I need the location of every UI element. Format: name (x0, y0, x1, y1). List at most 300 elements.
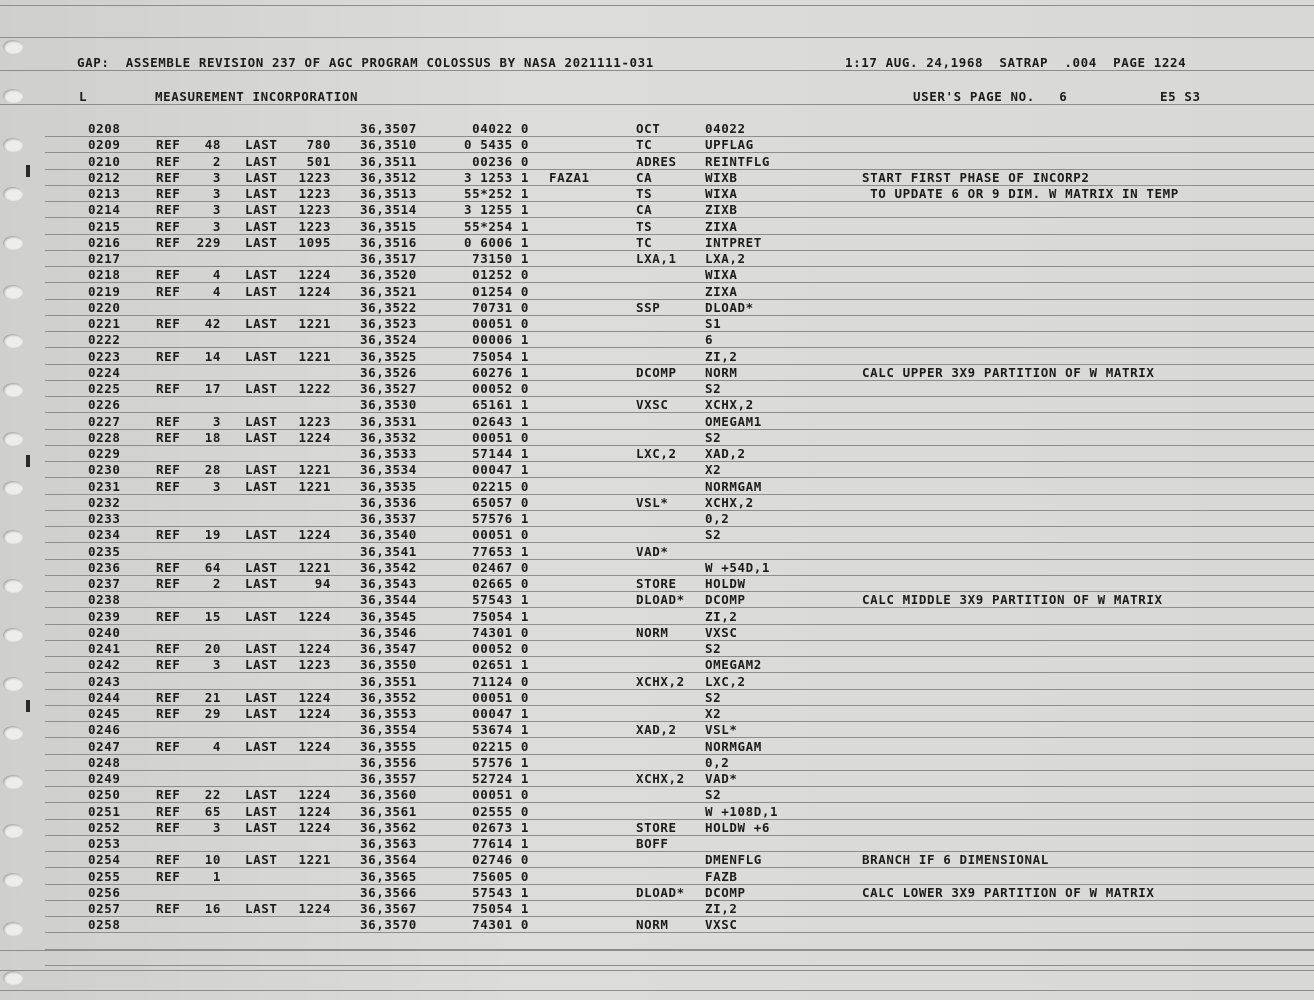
address: 36,3557 (360, 771, 417, 786)
address: 36,3531 (360, 414, 417, 429)
address: 36,3527 (360, 381, 417, 396)
line-number: 0230 (88, 462, 121, 477)
ref-label: REF (156, 657, 181, 672)
ref-label: REF (156, 787, 181, 802)
octal-value: 00051 0 (472, 787, 529, 802)
octal-value: 02555 0 (472, 804, 529, 819)
operand: OMEGAM2 (705, 657, 762, 672)
address: 36,3535 (360, 479, 417, 494)
last-page: 1221 (298, 852, 331, 867)
operand: DCOMP (705, 592, 746, 607)
operand: 6 (705, 332, 714, 347)
ref-count: 2 (212, 576, 221, 591)
octal-value: 57576 1 (472, 755, 529, 770)
octal-value: 01252 0 (472, 267, 529, 282)
octal-value: 77653 1 (472, 544, 529, 559)
last-label: LAST (245, 560, 278, 575)
last-page: 1224 (298, 787, 331, 802)
address: 36,3511 (360, 154, 417, 169)
address: 36,3510 (360, 137, 417, 152)
line-number: 0212 (88, 170, 121, 185)
ref-label: REF (156, 527, 181, 542)
last-page: 1223 (298, 219, 331, 234)
operand: S1 (705, 316, 722, 331)
octal-value: 73150 1 (472, 251, 529, 266)
ref-label: REF (156, 284, 181, 299)
address: 36,3553 (360, 706, 417, 721)
octal-value: 75054 1 (472, 349, 529, 364)
section-marker: L (79, 89, 88, 104)
opcode: NORM (636, 917, 669, 932)
last-page: 1221 (298, 479, 331, 494)
line-number: 0248 (88, 755, 121, 770)
octal-value: 02215 0 (472, 739, 529, 754)
octal-value: 00051 0 (472, 430, 529, 445)
last-page: 1224 (298, 820, 331, 835)
line-number: 0241 (88, 641, 121, 656)
ref-label: REF (156, 820, 181, 835)
ref-count: 3 (212, 170, 221, 185)
octal-value: 3 1255 1 (463, 202, 529, 217)
operand: NORMGAM (705, 739, 762, 754)
operand: W +54D,1 (705, 560, 771, 575)
opcode: NORM (636, 625, 669, 640)
users-page-number: USER'S PAGE NO. 6 (913, 89, 1068, 104)
line-number: 0239 (88, 609, 121, 624)
line-number: 0220 (88, 300, 121, 315)
line-number: 0234 (88, 527, 121, 542)
operand: X2 (705, 462, 722, 477)
octal-value: 02651 1 (472, 657, 529, 672)
last-page: 1221 (298, 560, 331, 575)
last-page: 1223 (298, 414, 331, 429)
line-number: 0235 (88, 544, 121, 559)
last-page: 1224 (298, 609, 331, 624)
line-number: 0250 (88, 787, 121, 802)
ref-count: 22 (204, 787, 221, 802)
line-number: 0244 (88, 690, 121, 705)
operand: S2 (705, 787, 722, 802)
octal-value: 55*252 1 (463, 186, 529, 201)
octal-value: 0 5435 0 (463, 137, 529, 152)
comment: TO UPDATE 6 OR 9 DIM. W MATRIX IN TEMP (862, 186, 1179, 201)
last-page: 1223 (298, 186, 331, 201)
octal-value: 57543 1 (472, 592, 529, 607)
ref-count: 64 (204, 560, 221, 575)
ref-count: 21 (204, 690, 221, 705)
operand: HOLDW (705, 576, 746, 591)
operand: VAD* (705, 771, 738, 786)
address: 36,3552 (360, 690, 417, 705)
operand: REINTFLG (705, 154, 771, 169)
last-label: LAST (245, 901, 278, 916)
address: 36,3545 (360, 609, 417, 624)
ref-count: 2 (212, 154, 221, 169)
last-label: LAST (245, 739, 278, 754)
line-number: 0224 (88, 365, 121, 380)
line-number: 0254 (88, 852, 121, 867)
last-label: LAST (245, 284, 278, 299)
address: 36,3570 (360, 917, 417, 932)
ref-count: 15 (204, 609, 221, 624)
operand: S2 (705, 690, 722, 705)
line-number: 0255 (88, 869, 121, 884)
octal-value: 00051 0 (472, 690, 529, 705)
operand: LXC,2 (705, 674, 746, 689)
ref-label: REF (156, 349, 181, 364)
last-page: 1224 (298, 284, 331, 299)
operand: LXA,2 (705, 251, 746, 266)
operand: S2 (705, 527, 722, 542)
last-label: LAST (245, 787, 278, 802)
opcode: VAD* (636, 544, 669, 559)
line-number: 0232 (88, 495, 121, 510)
last-page: 1224 (298, 901, 331, 916)
last-label: LAST (245, 219, 278, 234)
address: 36,3512 (360, 170, 417, 185)
header-title-right: 1:17 AUG. 24,1968 SATRAP .004 PAGE 1224 (845, 55, 1187, 70)
last-page: 1224 (298, 739, 331, 754)
octal-value: 57144 1 (472, 446, 529, 461)
address: 36,3550 (360, 657, 417, 672)
address: 36,3554 (360, 722, 417, 737)
octal-value: 00047 1 (472, 706, 529, 721)
octal-value: 02215 0 (472, 479, 529, 494)
last-page: 1221 (298, 462, 331, 477)
line-number: 0215 (88, 219, 121, 234)
line-number: 0219 (88, 284, 121, 299)
ref-label: REF (156, 219, 181, 234)
line-number: 0214 (88, 202, 121, 217)
comment: CALC LOWER 3X9 PARTITION OF W MATRIX (862, 885, 1155, 900)
line-number: 0245 (88, 706, 121, 721)
ref-label: REF (156, 137, 181, 152)
comment: START FIRST PHASE OF INCORP2 (862, 170, 1090, 185)
address: 36,3562 (360, 820, 417, 835)
operand: XAD,2 (705, 446, 746, 461)
octal-value: 65161 1 (472, 397, 529, 412)
ref-label: REF (156, 202, 181, 217)
last-label: LAST (245, 430, 278, 445)
octal-value: 0 6006 1 (463, 235, 529, 250)
ref-count: 3 (212, 479, 221, 494)
line-number: 0209 (88, 137, 121, 152)
octal-value: 75054 1 (472, 901, 529, 916)
ref-label: REF (156, 690, 181, 705)
line-number: 0216 (88, 235, 121, 250)
ref-label: REF (156, 641, 181, 656)
ref-label: REF (156, 414, 181, 429)
address: 36,3560 (360, 787, 417, 802)
opcode: CA (636, 202, 653, 217)
line-number: 0233 (88, 511, 121, 526)
ref-count: 42 (204, 316, 221, 331)
address: 36,3523 (360, 316, 417, 331)
last-label: LAST (245, 170, 278, 185)
address: 36,3544 (360, 592, 417, 607)
ref-count: 1 (212, 869, 221, 884)
opcode: TC (636, 235, 653, 250)
octal-value: 65057 0 (472, 495, 529, 510)
operand: DMENFLG (705, 852, 762, 867)
line-number: 0253 (88, 836, 121, 851)
opcode: TS (636, 219, 653, 234)
line-number: 0228 (88, 430, 121, 445)
address: 36,3530 (360, 397, 417, 412)
line-number: 0208 (88, 121, 121, 136)
opcode: DLOAD* (636, 592, 685, 607)
ref-count: 4 (212, 739, 221, 754)
operand: S2 (705, 381, 722, 396)
ref-count: 65 (204, 804, 221, 819)
address: 36,3513 (360, 186, 417, 201)
address: 36,3541 (360, 544, 417, 559)
operand: WIXA (705, 267, 738, 282)
operand: 0,2 (705, 511, 730, 526)
ref-label: REF (156, 235, 181, 250)
octal-value: 57543 1 (472, 885, 529, 900)
last-label: LAST (245, 820, 278, 835)
octal-value: 00006 1 (472, 332, 529, 347)
address: 36,3563 (360, 836, 417, 851)
last-label: LAST (245, 479, 278, 494)
line-number: 0246 (88, 722, 121, 737)
last-page: 1224 (298, 804, 331, 819)
last-page: 1223 (298, 657, 331, 672)
opcode: LXA,1 (636, 251, 677, 266)
operand: ZI,2 (705, 609, 738, 624)
octal-value: 02643 1 (472, 414, 529, 429)
line-number: 0221 (88, 316, 121, 331)
last-page: 1224 (298, 267, 331, 282)
last-page: 1224 (298, 706, 331, 721)
last-page: 1224 (298, 527, 331, 542)
opcode: XCHX,2 (636, 771, 685, 786)
ref-count: 17 (204, 381, 221, 396)
operand: W +108D,1 (705, 804, 779, 819)
line-number: 0249 (88, 771, 121, 786)
operand: NORMGAM (705, 479, 762, 494)
ref-label: REF (156, 804, 181, 819)
operand: 0,2 (705, 755, 730, 770)
opcode: DLOAD* (636, 885, 685, 900)
octal-value: 75054 1 (472, 609, 529, 624)
operand: VXSC (705, 917, 738, 932)
octal-value: 74301 0 (472, 625, 529, 640)
operand: ZIXB (705, 202, 738, 217)
comment: CALC MIDDLE 3X9 PARTITION OF W MATRIX (862, 592, 1163, 607)
last-label: LAST (245, 852, 278, 867)
ref-count: 48 (204, 137, 221, 152)
last-page: 1221 (298, 349, 331, 364)
operand: UPFLAG (705, 137, 754, 152)
last-label: LAST (245, 657, 278, 672)
address: 36,3565 (360, 869, 417, 884)
opcode: XAD,2 (636, 722, 677, 737)
ref-count: 4 (212, 284, 221, 299)
octal-value: 00047 1 (472, 462, 529, 477)
last-page: 1224 (298, 690, 331, 705)
location-tag: FAZA1 (549, 170, 590, 185)
ref-label: REF (156, 901, 181, 916)
last-label: LAST (245, 202, 278, 217)
operand: DLOAD* (705, 300, 754, 315)
last-label: LAST (245, 462, 278, 477)
opcode: LXC,2 (636, 446, 677, 461)
address: 36,3547 (360, 641, 417, 656)
ref-label: REF (156, 267, 181, 282)
address: 36,3566 (360, 885, 417, 900)
last-page: 1095 (298, 235, 331, 250)
octal-value: 77614 1 (472, 836, 529, 851)
opcode: VXSC (636, 397, 669, 412)
ref-label: REF (156, 170, 181, 185)
ref-label: REF (156, 739, 181, 754)
ref-count: 10 (204, 852, 221, 867)
line-number: 0251 (88, 804, 121, 819)
operand: WIXB (705, 170, 738, 185)
octal-value: 71124 0 (472, 674, 529, 689)
ref-label: REF (156, 852, 181, 867)
operand: OMEGAM1 (705, 414, 762, 429)
ref-count: 3 (212, 414, 221, 429)
ref-count: 16 (204, 901, 221, 916)
opcode: VSL* (636, 495, 669, 510)
line-number: 0256 (88, 885, 121, 900)
line-number: 0247 (88, 739, 121, 754)
address: 36,3524 (360, 332, 417, 347)
address: 36,3525 (360, 349, 417, 364)
opcode: TS (636, 186, 653, 201)
address: 36,3540 (360, 527, 417, 542)
line-number: 0217 (88, 251, 121, 266)
operand: ZI,2 (705, 349, 738, 364)
line-number: 0223 (88, 349, 121, 364)
last-page: 1222 (298, 381, 331, 396)
operand: 04022 (705, 121, 746, 136)
octal-value: 02467 0 (472, 560, 529, 575)
last-label: LAST (245, 154, 278, 169)
operand: ZI,2 (705, 901, 738, 916)
last-label: LAST (245, 349, 278, 364)
octal-value: 00052 0 (472, 641, 529, 656)
address: 36,3534 (360, 462, 417, 477)
line-number: 0225 (88, 381, 121, 396)
opcode: TC (636, 137, 653, 152)
address: 36,3546 (360, 625, 417, 640)
operand: VSL* (705, 722, 738, 737)
address: 36,3522 (360, 300, 417, 315)
address: 36,3515 (360, 219, 417, 234)
line-number: 0231 (88, 479, 121, 494)
last-page: 1223 (298, 202, 331, 217)
address: 36,3537 (360, 511, 417, 526)
last-label: LAST (245, 414, 278, 429)
line-number: 0252 (88, 820, 121, 835)
ref-count: 18 (204, 430, 221, 445)
opcode: XCHX,2 (636, 674, 685, 689)
line-number: 0242 (88, 657, 121, 672)
line-number: 0237 (88, 576, 121, 591)
line-number: 0236 (88, 560, 121, 575)
address: 36,3533 (360, 446, 417, 461)
octal-value: 60276 1 (472, 365, 529, 380)
line-number: 0227 (88, 414, 121, 429)
line-number: 0243 (88, 674, 121, 689)
ref-count: 29 (204, 706, 221, 721)
ref-label: REF (156, 706, 181, 721)
opcode: CA (636, 170, 653, 185)
opcode: STORE (636, 576, 677, 591)
ref-label: REF (156, 186, 181, 201)
ref-count: 3 (212, 186, 221, 201)
operand: S2 (705, 430, 722, 445)
octal-value: 52724 1 (472, 771, 529, 786)
last-label: LAST (245, 235, 278, 250)
address: 36,3532 (360, 430, 417, 445)
ref-count: 19 (204, 527, 221, 542)
octal-value: 75605 0 (472, 869, 529, 884)
ref-count: 20 (204, 641, 221, 656)
ref-count: 3 (212, 657, 221, 672)
ref-label: REF (156, 479, 181, 494)
line-number: 0222 (88, 332, 121, 347)
address: 36,3555 (360, 739, 417, 754)
page-code: E5 S3 (1160, 89, 1201, 104)
ref-count: 4 (212, 267, 221, 282)
line-number: 0213 (88, 186, 121, 201)
octal-value: 00051 0 (472, 316, 529, 331)
address: 36,3542 (360, 560, 417, 575)
line-number: 0226 (88, 397, 121, 412)
line-number: 0229 (88, 446, 121, 461)
octal-value: 53674 1 (472, 722, 529, 737)
octal-value: 02665 0 (472, 576, 529, 591)
last-label: LAST (245, 186, 278, 201)
ref-count: 3 (212, 219, 221, 234)
last-page: 1224 (298, 430, 331, 445)
ref-label: REF (156, 462, 181, 477)
address: 36,3536 (360, 495, 417, 510)
comment: BRANCH IF 6 DIMENSIONAL (862, 852, 1049, 867)
last-label: LAST (245, 690, 278, 705)
ref-label: REF (156, 869, 181, 884)
operand: WIXA (705, 186, 738, 201)
address: 36,3543 (360, 576, 417, 591)
ref-label: REF (156, 430, 181, 445)
octal-value: 3 1253 1 (463, 170, 529, 185)
address: 36,3507 (360, 121, 417, 136)
ref-label: REF (156, 316, 181, 331)
operand: VXSC (705, 625, 738, 640)
line-number: 0218 (88, 267, 121, 282)
ref-count: 14 (204, 349, 221, 364)
last-page: 1223 (298, 170, 331, 185)
octal-value: 55*254 1 (463, 219, 529, 234)
octal-value: 57576 1 (472, 511, 529, 526)
last-label: LAST (245, 316, 278, 331)
operand: NORM (705, 365, 738, 380)
ref-count: 3 (212, 202, 221, 217)
opcode: BOFF (636, 836, 669, 851)
last-label: LAST (245, 706, 278, 721)
line-number: 0257 (88, 901, 121, 916)
ref-label: REF (156, 154, 181, 169)
last-label: LAST (245, 381, 278, 396)
address: 36,3556 (360, 755, 417, 770)
last-page: 1224 (298, 641, 331, 656)
operand: XCHX,2 (705, 495, 754, 510)
